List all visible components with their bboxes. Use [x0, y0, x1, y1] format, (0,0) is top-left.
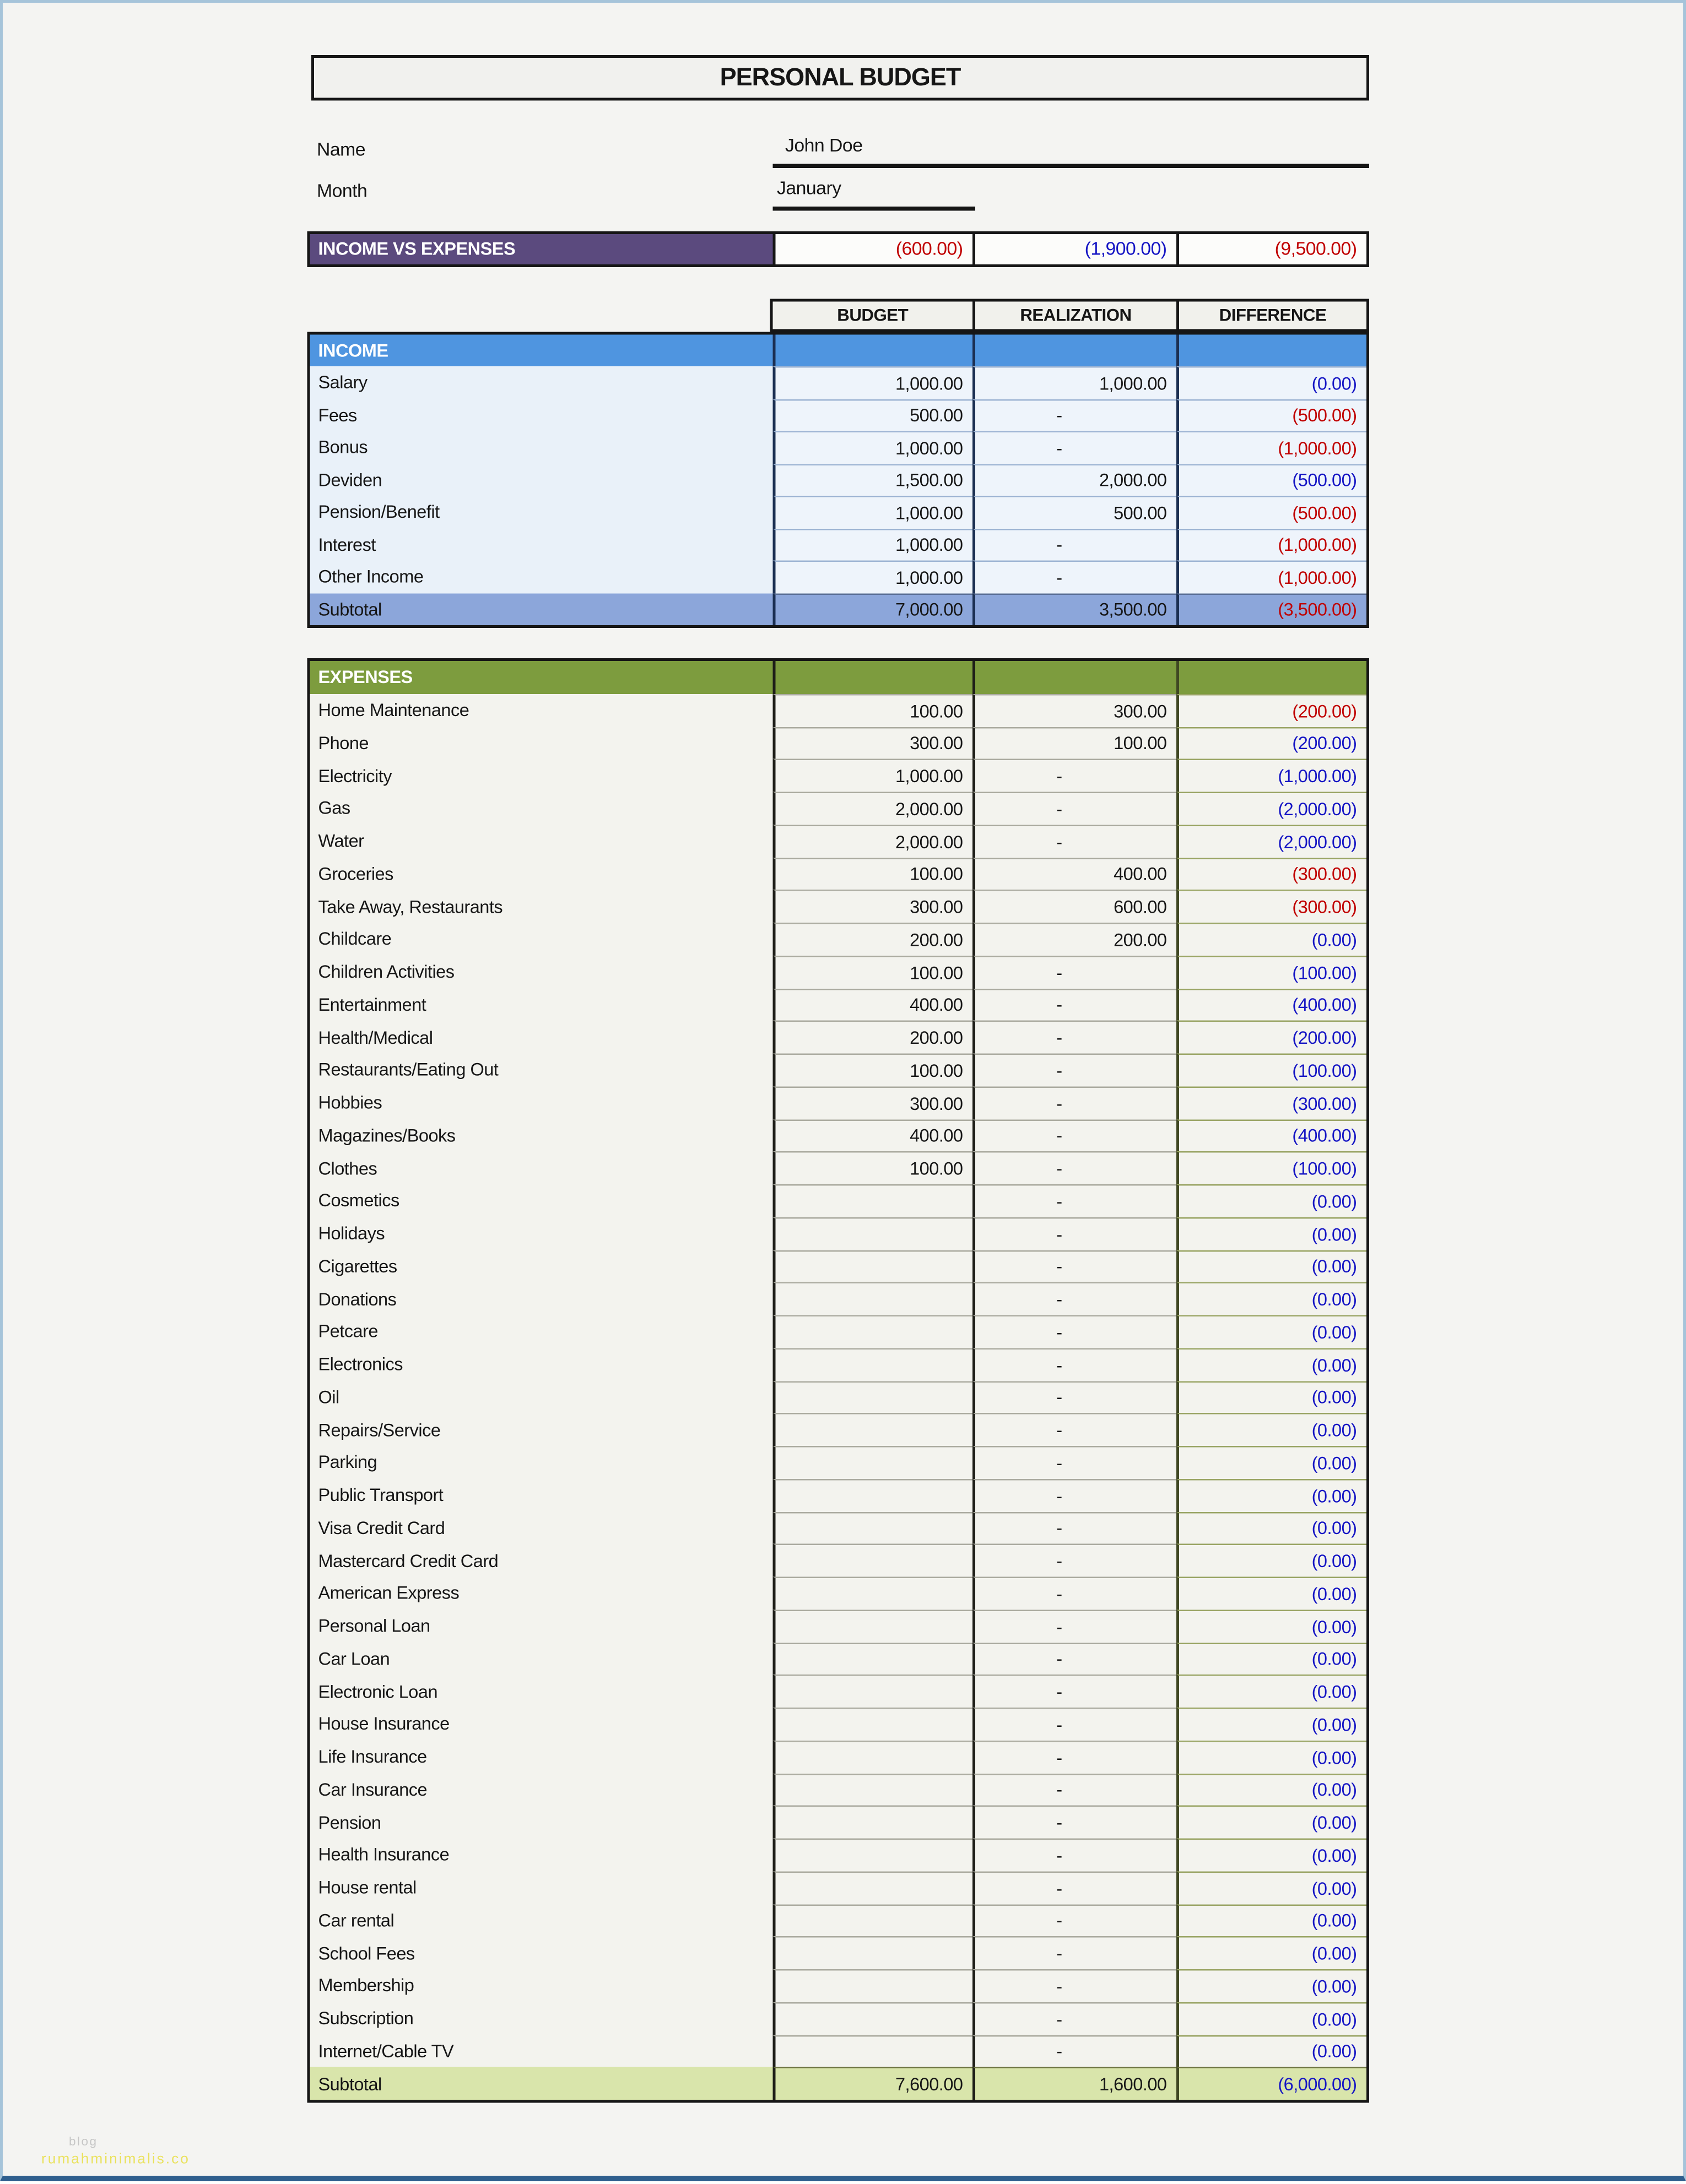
table-row	[310, 988, 1367, 1021]
difference-cell: (300.00)	[1176, 857, 1366, 890]
budget-cell[interactable]	[773, 1773, 973, 1806]
realization-cell[interactable]: -	[972, 1152, 1176, 1184]
table-row	[310, 1969, 1367, 2002]
row-label: Clothes	[310, 1152, 773, 1184]
budget-cell[interactable]: 1,000.00	[773, 496, 973, 528]
table-row	[310, 2035, 1367, 2067]
row-label: Magazines/Books	[310, 1119, 773, 1151]
row-label: Life Insurance	[310, 1740, 773, 1773]
band-budget-cell	[773, 334, 973, 366]
subtotal-difference-cell: (3,500.00)	[1176, 593, 1366, 625]
subtotal-realization-cell: 1,600.00	[972, 2067, 1176, 2100]
budget-cell[interactable]: 1,000.00	[773, 759, 973, 792]
section-band	[310, 334, 1367, 366]
realization-cell[interactable]: -	[972, 955, 1176, 988]
row-label: Interest	[310, 528, 773, 561]
budget-cell[interactable]	[773, 1446, 973, 1478]
section-band-label: EXPENSES	[310, 661, 773, 693]
table-row	[310, 890, 1367, 923]
difference-cell: (0.00)	[1176, 1315, 1366, 1348]
summary-difference-cell: (9,500.00)	[1176, 234, 1366, 264]
realization-cell[interactable]: -	[972, 792, 1176, 825]
table-row	[310, 1380, 1367, 1413]
subtotal-label: Subtotal	[310, 2067, 773, 2100]
table-row	[310, 366, 1367, 399]
realization-cell[interactable]: 600.00	[972, 890, 1176, 923]
difference-cell: (0.00)	[1176, 1708, 1366, 1740]
title-box	[311, 55, 1369, 101]
watermark	[41, 2134, 372, 2184]
table-row	[310, 1937, 1367, 1969]
row-label: Cosmetics	[310, 1184, 773, 1217]
subtotal-budget-cell: 7,600.00	[773, 2067, 973, 2100]
row-label: Health Insurance	[310, 1839, 773, 1871]
difference-cell: (0.00)	[1176, 2002, 1366, 2034]
watermark-blog-text: blog	[69, 2134, 98, 2148]
table-row	[310, 1806, 1367, 1838]
budget-cell[interactable]: 300.00	[773, 890, 973, 923]
table-row	[310, 1021, 1367, 1053]
summary-budget-cell[interactable]: (600.00)	[773, 234, 973, 264]
budget-cell[interactable]	[773, 1380, 973, 1413]
difference-cell: (0.00)	[1176, 1348, 1366, 1380]
row-label: Repairs/Service	[310, 1413, 773, 1446]
realization-cell[interactable]: -	[972, 1937, 1176, 1969]
row-label: Car Insurance	[310, 1773, 773, 1806]
table-row	[310, 923, 1367, 955]
difference-cell: (0.00)	[1176, 1577, 1366, 1609]
realization-cell[interactable]: -	[972, 1740, 1176, 1773]
budget-cell[interactable]: 100.00	[773, 955, 973, 988]
difference-cell: (500.00)	[1176, 399, 1366, 431]
realization-cell[interactable]: -	[972, 1806, 1176, 1838]
row-label: Membership	[310, 1969, 773, 2002]
table-row	[310, 1511, 1367, 1544]
table-row	[310, 1773, 1367, 1806]
realization-column-header: REALIZATION	[972, 302, 1176, 329]
realization-cell[interactable]: -	[972, 1446, 1176, 1478]
realization-cell[interactable]: -	[972, 1348, 1176, 1380]
month-field-value[interactable]: January	[777, 177, 841, 198]
budget-cell[interactable]: 2,000.00	[773, 825, 973, 857]
row-label: Deviden	[310, 463, 773, 496]
table-row	[310, 399, 1367, 431]
realization-cell[interactable]: -	[972, 988, 1176, 1021]
budget-cell[interactable]	[773, 1315, 973, 1348]
table-row	[310, 1609, 1367, 1642]
difference-cell: (0.00)	[1176, 1413, 1366, 1446]
difference-cell: (0.00)	[1176, 1250, 1366, 1282]
realization-cell[interactable]: -	[972, 1217, 1176, 1249]
table-row	[310, 1315, 1367, 1348]
difference-cell: (200.00)	[1176, 1021, 1366, 1053]
table-row	[310, 825, 1367, 857]
budget-cell[interactable]	[773, 2002, 973, 2034]
difference-cell: (0.00)	[1176, 923, 1366, 955]
column-headers	[770, 299, 1370, 332]
table-row	[310, 693, 1367, 726]
row-label: Electricity	[310, 759, 773, 792]
budget-cell[interactable]	[773, 1413, 973, 1446]
month-underline	[773, 207, 976, 211]
budget-cell[interactable]	[773, 1348, 973, 1380]
table-row	[310, 1348, 1367, 1380]
table-row	[310, 1217, 1367, 1249]
row-label: Groceries	[310, 857, 773, 890]
table-row	[310, 1839, 1367, 1871]
row-label: Phone	[310, 727, 773, 759]
realization-cell[interactable]: -	[972, 1642, 1176, 1674]
difference-cell: (0.00)	[1176, 1937, 1366, 1969]
realization-cell[interactable]: 300.00	[972, 693, 1176, 726]
difference-cell: (0.00)	[1176, 1184, 1366, 1217]
band-realization-cell	[972, 661, 1176, 693]
budget-cell[interactable]: 1,000.00	[773, 431, 973, 464]
difference-cell: (0.00)	[1176, 366, 1366, 399]
realization-cell[interactable]: -	[972, 1577, 1176, 1609]
realization-cell[interactable]: -	[972, 1086, 1176, 1119]
difference-cell: (1,000.00)	[1176, 759, 1366, 792]
name-field-value[interactable]: John Doe	[785, 135, 863, 156]
table-row	[310, 2002, 1367, 2034]
budget-cell[interactable]	[773, 1184, 973, 1217]
realization-cell[interactable]: -	[972, 1413, 1176, 1446]
subtotal-realization-cell: 3,500.00	[972, 593, 1176, 625]
budget-cell[interactable]: 1,000.00	[773, 366, 973, 399]
realization-cell[interactable]: -	[972, 1511, 1176, 1544]
budget-cell[interactable]: 1,000.00	[773, 528, 973, 561]
budget-cell[interactable]	[773, 1511, 973, 1544]
realization-cell[interactable]: -	[972, 1021, 1176, 1053]
realization-cell[interactable]: -	[972, 1871, 1176, 1904]
row-label: Donations	[310, 1282, 773, 1315]
row-label: American Express	[310, 1577, 773, 1609]
row-label: Internet/Cable TV	[310, 2035, 773, 2067]
table-row	[310, 1413, 1367, 1446]
realization-cell[interactable]: 100.00	[972, 727, 1176, 759]
difference-cell: (400.00)	[1176, 988, 1366, 1021]
budget-cell[interactable]: 100.00	[773, 857, 973, 890]
table-row	[310, 1740, 1367, 1773]
band-difference-cell	[1176, 661, 1366, 693]
realization-cell[interactable]: -	[972, 528, 1176, 561]
row-label: Car Loan	[310, 1642, 773, 1674]
section-band	[310, 661, 1367, 693]
budget-cell[interactable]: 300.00	[773, 727, 973, 759]
row-label: Mastercard Credit Card	[310, 1544, 773, 1576]
table-row	[310, 1086, 1367, 1119]
row-label: Fees	[310, 399, 773, 431]
row-label: Cigarettes	[310, 1250, 773, 1282]
budget-cell[interactable]: 400.00	[773, 988, 973, 1021]
summary-band-label: INCOME VS EXPENSES	[310, 234, 773, 264]
month-field-label: Month	[317, 180, 368, 201]
realization-cell[interactable]: 1,000.00	[972, 366, 1176, 399]
section-band-label: INCOME	[310, 334, 773, 366]
row-label: Oil	[310, 1380, 773, 1413]
difference-cell: (400.00)	[1176, 1119, 1366, 1151]
difference-cell: (1,000.00)	[1176, 528, 1366, 561]
realization-cell[interactable]: 2,000.00	[972, 463, 1176, 496]
realization-cell[interactable]: -	[972, 1839, 1176, 1871]
budget-cell[interactable]: 1,500.00	[773, 463, 973, 496]
difference-cell: (0.00)	[1176, 1740, 1366, 1773]
row-label: Petcare	[310, 1315, 773, 1348]
difference-cell: (0.00)	[1176, 1871, 1366, 1904]
table-row	[310, 1119, 1367, 1151]
difference-cell: (1,000.00)	[1176, 431, 1366, 464]
subtotal-row	[310, 2067, 1367, 2100]
table-row	[310, 528, 1367, 561]
difference-cell: (0.00)	[1176, 1642, 1366, 1674]
row-label: Car rental	[310, 1904, 773, 1936]
watermark-site-text: rumahminimalis.co	[41, 2151, 190, 2167]
table-row	[310, 1282, 1367, 1315]
difference-cell: (300.00)	[1176, 890, 1366, 923]
row-label: Other Income	[310, 561, 773, 593]
table-row	[310, 1708, 1367, 1740]
difference-cell: (100.00)	[1176, 1152, 1366, 1184]
table-row	[310, 759, 1367, 792]
table-row	[310, 1446, 1367, 1478]
difference-cell: (0.00)	[1176, 1511, 1366, 1544]
row-label: Take Away, Restaurants	[310, 890, 773, 923]
realization-cell[interactable]: -	[972, 1675, 1176, 1708]
realization-cell[interactable]: -	[972, 825, 1176, 857]
budget-cell[interactable]	[773, 1544, 973, 1576]
budget-cell[interactable]	[773, 1806, 973, 1838]
income-vs-expenses-row	[307, 231, 1370, 267]
realization-cell[interactable]: -	[972, 2002, 1176, 2034]
budget-cell[interactable]	[773, 2035, 973, 2067]
table-row	[310, 792, 1367, 825]
difference-cell: (300.00)	[1176, 1086, 1366, 1119]
budget-cell[interactable]	[773, 1250, 973, 1282]
difference-cell: (0.00)	[1176, 1969, 1366, 2002]
realization-cell[interactable]: -	[972, 1708, 1176, 1740]
difference-cell: (0.00)	[1176, 1839, 1366, 1871]
subtotal-label: Subtotal	[310, 593, 773, 625]
subtotal-budget-cell: 7,000.00	[773, 593, 973, 625]
table-row	[310, 1577, 1367, 1609]
realization-cell[interactable]: -	[972, 1544, 1176, 1576]
row-label: House Insurance	[310, 1708, 773, 1740]
row-label: Personal Loan	[310, 1609, 773, 1642]
realization-cell[interactable]: -	[972, 1054, 1176, 1086]
row-label: Water	[310, 825, 773, 857]
row-label: Visa Credit Card	[310, 1511, 773, 1544]
budget-cell[interactable]	[773, 1708, 973, 1740]
realization-cell[interactable]: 500.00	[972, 496, 1176, 528]
realization-cell[interactable]: 400.00	[972, 857, 1176, 890]
budget-cell[interactable]: 100.00	[773, 1152, 973, 1184]
difference-cell: (0.00)	[1176, 1609, 1366, 1642]
budget-cell[interactable]	[773, 1904, 973, 1936]
table-row	[310, 857, 1367, 890]
row-label: Subscription	[310, 2002, 773, 2034]
difference-cell: (200.00)	[1176, 693, 1366, 726]
budget-cell[interactable]	[773, 1871, 973, 1904]
name-field-label: Name	[317, 139, 366, 160]
realization-cell[interactable]: 200.00	[972, 923, 1176, 955]
budget-cell[interactable]: 1,000.00	[773, 561, 973, 593]
difference-cell: (1,000.00)	[1176, 561, 1366, 593]
table-row	[310, 1871, 1367, 1904]
budget-cell[interactable]	[773, 1642, 973, 1674]
budget-cell[interactable]	[773, 1740, 973, 1773]
table-row	[310, 1904, 1367, 1936]
row-label: House rental	[310, 1871, 773, 1904]
row-label: Bonus	[310, 431, 773, 464]
budget-cell[interactable]: 200.00	[773, 923, 973, 955]
difference-cell: (500.00)	[1176, 463, 1366, 496]
summary-realization-cell[interactable]: (1,900.00)	[972, 234, 1176, 264]
row-label: Children Activities	[310, 955, 773, 988]
difference-column-header: DIFFERENCE	[1176, 302, 1366, 329]
row-label: Gas	[310, 792, 773, 825]
name-underline	[773, 164, 1370, 167]
difference-cell: (0.00)	[1176, 2035, 1366, 2067]
difference-cell: (2,000.00)	[1176, 825, 1366, 857]
table-row	[310, 496, 1367, 528]
budget-cell[interactable]: 2,000.00	[773, 792, 973, 825]
realization-cell[interactable]: -	[972, 1478, 1176, 1511]
difference-cell: (0.00)	[1176, 1446, 1366, 1478]
difference-cell: (100.00)	[1176, 1054, 1366, 1086]
table-row	[310, 727, 1367, 759]
budget-cell[interactable]	[773, 1282, 973, 1315]
realization-cell[interactable]: -	[972, 1282, 1176, 1315]
table-row	[310, 955, 1367, 988]
row-label: Holidays	[310, 1217, 773, 1249]
band-budget-cell	[773, 661, 973, 693]
row-label: Salary	[310, 366, 773, 399]
table-row	[310, 1675, 1367, 1708]
budget-cell[interactable]: 100.00	[773, 1054, 973, 1086]
realization-cell[interactable]: -	[972, 561, 1176, 593]
difference-cell: (100.00)	[1176, 955, 1366, 988]
row-label: Home Maintenance	[310, 693, 773, 726]
table-row	[310, 1642, 1367, 1674]
table-row	[310, 1054, 1367, 1086]
difference-cell: (0.00)	[1176, 1478, 1366, 1511]
subtotal-row	[310, 593, 1367, 625]
band-realization-cell	[972, 334, 1176, 366]
expenses-table	[307, 658, 1370, 2103]
budget-column-header: BUDGET	[837, 305, 909, 325]
row-label: Electronics	[310, 1348, 773, 1380]
budget-cell[interactable]	[773, 1969, 973, 2002]
row-label: Restaurants/Eating Out	[310, 1054, 773, 1086]
table-row	[310, 1478, 1367, 1511]
budget-cell[interactable]	[773, 1675, 973, 1708]
difference-cell: (200.00)	[1176, 727, 1366, 759]
budget-cell[interactable]: 500.00	[773, 399, 973, 431]
budget-cell[interactable]: 400.00	[773, 1119, 973, 1151]
table-row	[310, 431, 1367, 464]
row-label: Entertainment	[310, 988, 773, 1021]
band-difference-cell	[1176, 334, 1366, 366]
budget-cell[interactable]	[773, 1937, 973, 1969]
table-row	[310, 1184, 1367, 1217]
difference-cell: (0.00)	[1176, 1282, 1366, 1315]
row-label: Pension/Benefit	[310, 496, 773, 528]
table-row	[310, 463, 1367, 496]
difference-cell: (0.00)	[1176, 1544, 1366, 1576]
realization-cell[interactable]: -	[972, 1184, 1176, 1217]
realization-cell[interactable]: -	[972, 1773, 1176, 1806]
realization-cell[interactable]: -	[972, 1250, 1176, 1282]
realization-cell[interactable]: -	[972, 431, 1176, 464]
difference-cell: (0.00)	[1176, 1806, 1366, 1838]
row-label: Health/Medical	[310, 1021, 773, 1053]
difference-cell: (0.00)	[1176, 1380, 1366, 1413]
realization-cell[interactable]: -	[972, 759, 1176, 792]
row-label: Childcare	[310, 923, 773, 955]
budget-cell[interactable]	[773, 1839, 973, 1871]
realization-cell[interactable]: -	[972, 1380, 1176, 1413]
page-title: PERSONAL BUDGET	[720, 63, 961, 91]
realization-cell[interactable]: -	[972, 1969, 1176, 2002]
difference-cell: (0.00)	[1176, 1217, 1366, 1249]
budget-cell[interactable]	[773, 1577, 973, 1609]
table-row	[310, 1544, 1367, 1576]
row-label: School Fees	[310, 1937, 773, 1969]
table-row	[310, 1250, 1367, 1282]
realization-cell[interactable]: -	[972, 1904, 1176, 1936]
table-row	[310, 561, 1367, 593]
budget-cell[interactable]	[773, 1478, 973, 1511]
difference-cell: (500.00)	[1176, 496, 1366, 528]
realization-cell[interactable]: -	[972, 1609, 1176, 1642]
difference-cell: (0.00)	[1176, 1675, 1366, 1708]
row-label: Electronic Loan	[310, 1675, 773, 1708]
budget-cell[interactable]	[773, 1609, 973, 1642]
realization-cell[interactable]: -	[972, 2035, 1176, 2067]
row-label: Public Transport	[310, 1478, 773, 1511]
row-label: Parking	[310, 1446, 773, 1478]
table-row	[310, 1152, 1367, 1184]
budget-cell[interactable]	[773, 1217, 973, 1249]
realization-cell[interactable]: -	[972, 399, 1176, 431]
difference-cell: (0.00)	[1176, 1773, 1366, 1806]
budget-cell[interactable]: 100.00	[773, 693, 973, 726]
difference-cell: (2,000.00)	[1176, 792, 1366, 825]
budget-cell[interactable]: 300.00	[773, 1086, 973, 1119]
row-label: Pension	[310, 1806, 773, 1838]
subtotal-difference-cell: (6,000.00)	[1176, 2067, 1366, 2100]
realization-cell[interactable]: -	[972, 1119, 1176, 1151]
difference-cell: (0.00)	[1176, 1904, 1366, 1936]
budget-cell[interactable]: 200.00	[773, 1021, 973, 1053]
realization-cell[interactable]: -	[972, 1315, 1176, 1348]
income-table	[307, 331, 1370, 628]
row-label: Hobbies	[310, 1086, 773, 1119]
